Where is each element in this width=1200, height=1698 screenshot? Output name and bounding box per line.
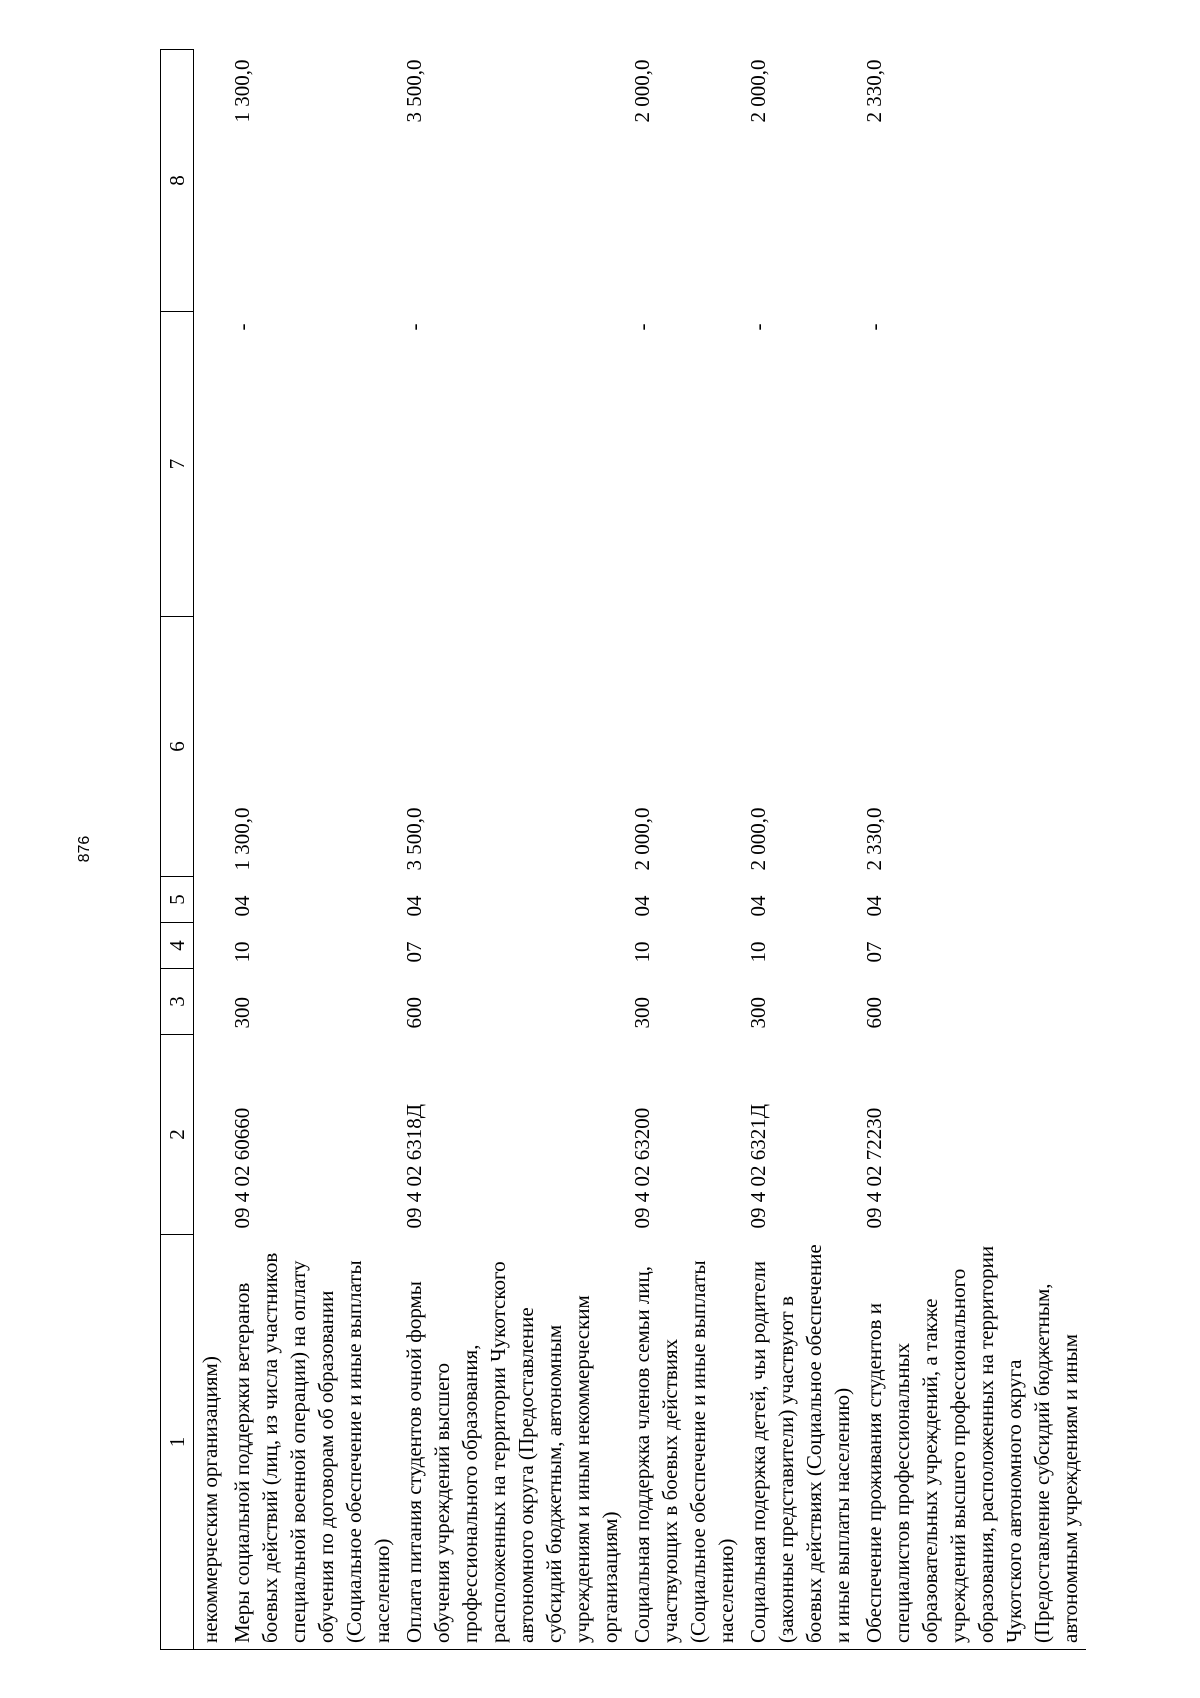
row-pr: 04 [230, 895, 254, 917]
row-csr: 09 4 02 72230 [862, 1107, 886, 1229]
row-rz: 10 [230, 941, 254, 963]
row-sum: 3 500,0 [402, 807, 426, 871]
row-col7: - [746, 323, 770, 331]
row-name: Меры социальной поддержки ветеранов боевых действий (лиц, из числа участников специальной военной операции) на оплату обучения по договорам об образовании (Социальное обеспечение и иные выплаты населению) [226, 1235, 398, 1650]
header-col-7: 7 [161, 312, 194, 617]
row-sum: 1 300,0 [230, 807, 254, 871]
row-name: Социальная подержка детей, чьи родители (законные представители) участвуют в боевых действиях (Социальное обеспечение и иные выплаты населению) [742, 1235, 858, 1650]
row-name: Социальная поддержка членов семьи лиц, участвующих в боевых действиях (Социальное обеспечение и иные выплаты населению) [626, 1235, 742, 1650]
row-pr: 04 [862, 895, 886, 917]
header-row [161, 50, 194, 1650]
table-row [398, 50, 626, 1650]
row-csr: 09 4 02 6321Д [746, 1103, 770, 1229]
row-pr: 04 [630, 895, 654, 917]
row-sum: 2 000,0 [630, 807, 654, 871]
header-col-1: 1 [161, 1235, 194, 1650]
row-col8: 2 000,0 [746, 59, 770, 123]
page-number: 876 [76, 835, 93, 863]
row-rz: 10 [746, 941, 770, 963]
row-col8: 2 330,0 [862, 59, 886, 123]
row-col7: - [630, 323, 654, 331]
row-col7: - [230, 323, 254, 331]
row-vr: 600 [402, 997, 426, 1029]
row-vr: 300 [630, 997, 654, 1029]
table-row [226, 50, 398, 1650]
row-col7: - [402, 323, 426, 331]
row-pr: 04 [402, 895, 426, 917]
row-sum: 2 000,0 [746, 807, 770, 871]
header-col-3: 3 [161, 969, 194, 1035]
table-row-lead [194, 50, 227, 1650]
row-col7: - [862, 323, 886, 331]
table-row [858, 50, 1086, 1650]
row-col8: 3 500,0 [402, 59, 426, 123]
row-pr: 04 [746, 895, 770, 917]
budget-table [160, 49, 1086, 1650]
row-csr: 09 4 02 63200 [630, 1107, 654, 1229]
header-col-8: 8 [161, 50, 194, 312]
row-csr: 09 4 02 60660 [230, 1107, 254, 1229]
row-col8: 2 000,0 [630, 59, 654, 123]
table-row [742, 50, 858, 1650]
row-name: Обеспечение проживания студентов и специалистов профессиональных образовательных учреждений, а также учреждений высшего профессионального образования, расположенных на территории Чукотского автономного округа (Предоставление субсидий бюджетным, автономным учреждениям и иным [858, 1235, 1086, 1650]
header-col-2: 2 [161, 1035, 194, 1235]
row-vr: 300 [746, 997, 770, 1029]
row-csr: 09 4 02 6318Д [402, 1103, 426, 1229]
row-sum: 2 330,0 [862, 807, 886, 871]
header-col-4: 4 [161, 923, 194, 969]
row-vr: 300 [230, 997, 254, 1029]
budget-table-sheet [160, 50, 1082, 1650]
lead-text-cell: некоммерческим организациям) [194, 1235, 227, 1650]
table-row [626, 50, 742, 1650]
row-rz: 07 [402, 941, 426, 963]
header-col-5: 5 [161, 877, 194, 923]
row-vr: 600 [862, 997, 886, 1029]
row-rz: 07 [862, 941, 886, 963]
row-rz: 10 [630, 941, 654, 963]
row-col8: 1 300,0 [230, 59, 254, 123]
row-name: Оплата питания студентов очной формы обучения учреждений высшего профессионального образования, расположенных на территории Чукотского автономного округа (Предоставление субсидий бюджетным, автономным учреждениям и иным некоммерческим организациям) [398, 1235, 626, 1650]
header-col-6: 6 [161, 617, 194, 877]
